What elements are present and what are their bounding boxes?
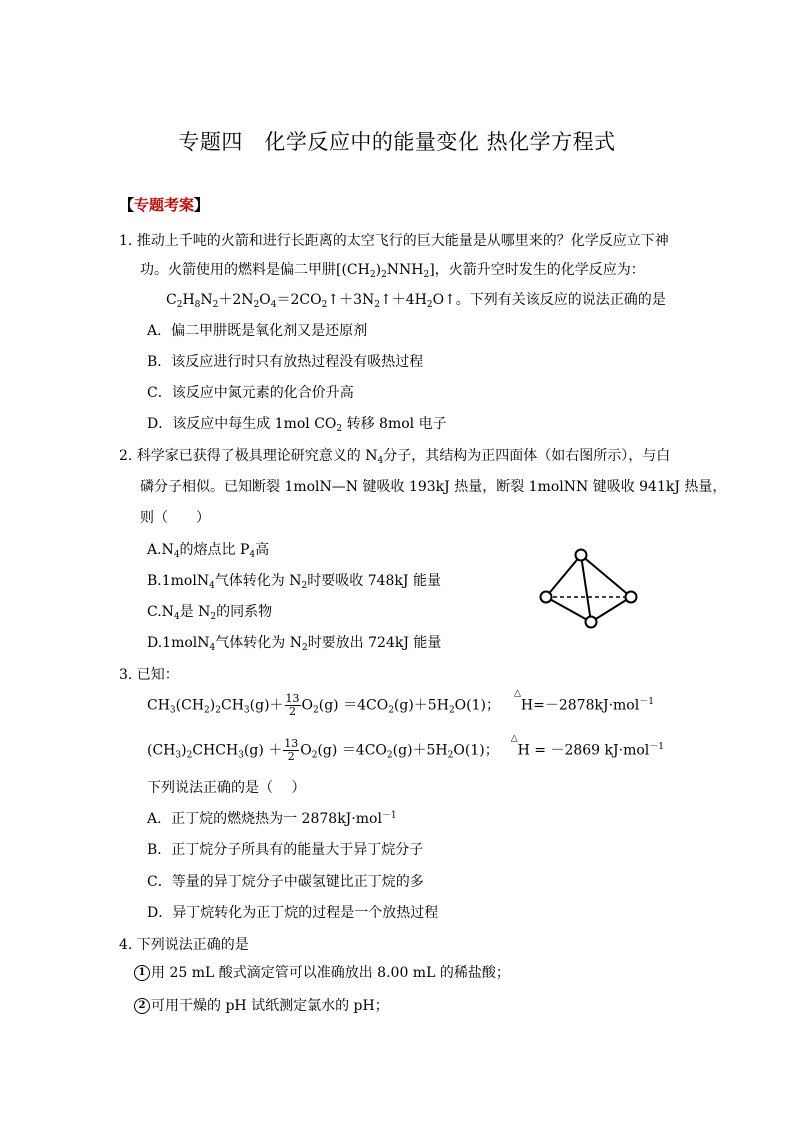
q3-question: 下列说法正确的是（ ）	[147, 780, 306, 796]
page-title: 专题四 化学反应中的能量变化 热化学方程式	[178, 130, 616, 154]
q3-intro: 3. 已知：	[119, 667, 179, 683]
q2-option-a: $A.N_4$的熔点比 $P_4$高	[147, 542, 270, 560]
q1-equation: $C_2H_8N_2+2N_2O_4=2CO_2↑+3N_2↑+4H_2O↑$。下列有关该反应的说法正确的是	[166, 292, 666, 310]
circled-number: 1	[134, 965, 150, 981]
q3-option-c: C．等量的异丁烷分子中碳氢键比正丁烷的多	[147, 874, 424, 890]
edge	[546, 597, 591, 622]
q2-line1: 2. 科学家已获得了极具理论研究意义的 $N_4$分子，其结构为正四面体（如右图所示），与白	[119, 448, 671, 466]
atom	[626, 592, 637, 603]
q1-line2: 功。火箭使用的燃料是偏二甲肼$[(CH_2)_2NNH_2]$，火箭升空时发生的化学反应为：	[140, 262, 645, 280]
q1-line1: 1. 推动上千吨的火箭和进行长距离的太空飞行的巨大能量是从哪里来的？化学反应立下神	[119, 233, 669, 249]
atom	[576, 550, 587, 561]
q3-equation-2: $(CH_3)_2CHCH_3(g)$ ＋ $\frac{13}{2}$ $O_2(g) =4CO_2(g)+5H_2O(1)$；△H = －2869 kJ·mol$^{-1}$	[147, 733, 665, 763]
q1-option-a: A．偏二甲肼既是氧化剂又是还原剂	[147, 323, 368, 339]
edge	[546, 555, 581, 597]
atom	[586, 617, 597, 628]
edge	[591, 597, 631, 622]
q2-option-b: B.1molN$_4$气体转化为 $N_2$时要吸收 748kJ 能量	[147, 573, 441, 591]
edge	[581, 555, 631, 597]
q3-option-a: A．正丁烷的燃烧热为一 2878kJ·mol$^{-1}$	[147, 810, 397, 827]
q2-line3: 则（ ）	[140, 510, 210, 526]
q3-option-d: D．异丁烷转化为正丁烷的过程是一个放热过程	[147, 905, 439, 921]
q3-option-b: B．正丁烷分子所具有的能量大于异丁烷分子	[147, 842, 424, 858]
q1-option-c: C．该反应中氮元素的化合价升高	[147, 385, 354, 401]
q4-item-2: 2 可用干燥的 pH 试纸测定氯水的 pH；	[134, 996, 389, 1016]
q1-option-b: B．该反应进行时只有放热过程没有吸热过程	[147, 354, 424, 370]
q4-item-1: 1 用 25 mL 酸式滴定管可以准确放出 8.00 mL 的稀盐酸；	[134, 963, 510, 983]
atom	[541, 592, 552, 603]
q1-option-d: D．该反应中每生成 1mol $CO_2$ 转移 8mol 电子	[147, 416, 447, 434]
edge	[581, 555, 591, 622]
q2-option-d: D.1molN$_4$气体转化为 $N_2$时要放出 724kJ 能量	[147, 635, 442, 653]
q2-option-c: $C.N_4$是 $N_2$的同系物	[147, 604, 273, 622]
circled-number: 2	[134, 998, 150, 1014]
section-heading: 【专题考案】	[119, 196, 210, 214]
q2-line2: 磷分子相似。已知断裂 1molN—N 键吸收 193kJ 热量，断裂 1molNN 键吸收 941kJ 热量，	[140, 479, 727, 495]
tetrahedron-diagram	[536, 546, 640, 630]
q4-intro: 4. 下列说法正确的是	[119, 937, 249, 953]
q3-equation-1: $CH_3(CH_2)_2CH_3(g)+$ $\frac{13}{2}$ $O_2(g) =4CO_2(g)+5H_2O(1)$；△H=－2878kJ·mol$^{-1}$	[147, 688, 654, 718]
